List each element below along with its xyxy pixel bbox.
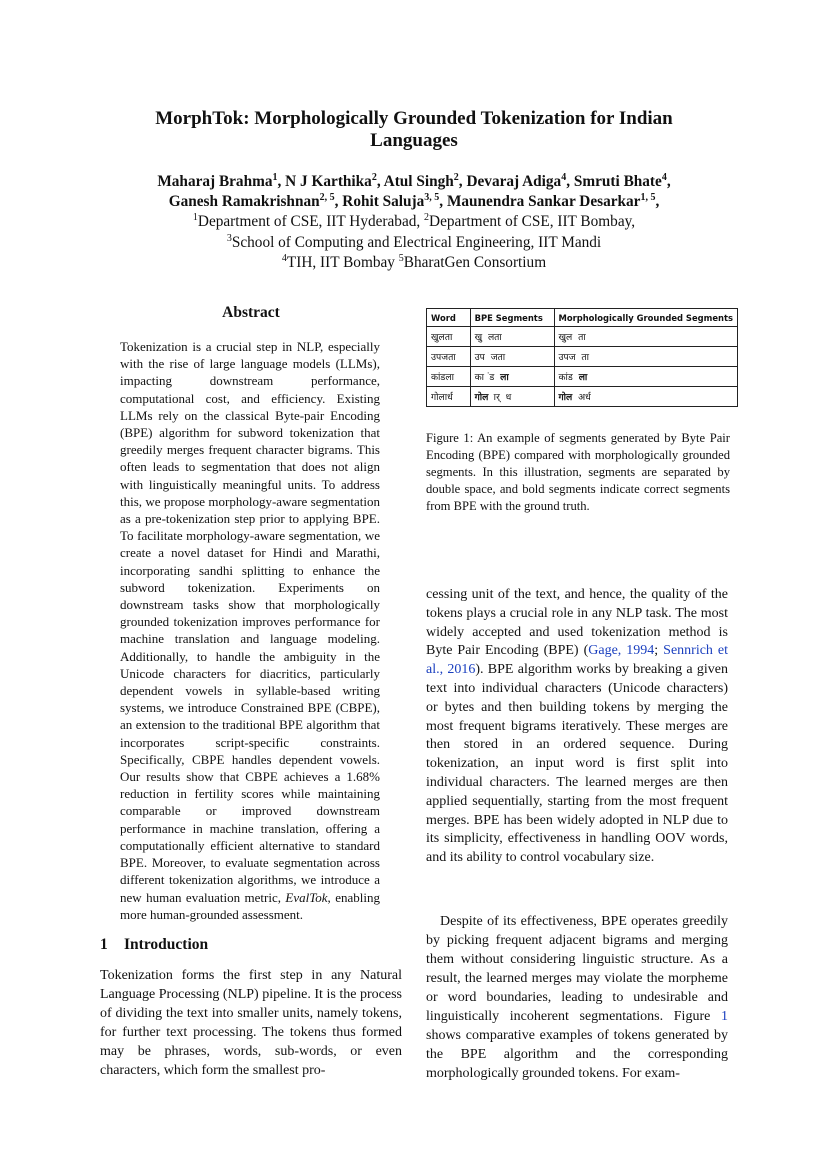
word-cell: खुलता [427,327,471,347]
author-name: Atul Singh [383,173,454,190]
segment: ता [578,332,586,343]
affiliation-marker: 2 [424,211,430,223]
intro-right-column-top [426,586,728,868]
intro-paragraph [426,912,728,1083]
segment: का [474,372,485,383]
bpe-segments-cell [470,347,554,367]
body-text: Despite of its effectiveness, BPE operates greedily by picking frequent adjacent bigrams and merging them without considering linguistic structure. As a result, the learned merges may violate the morpheme or word boundaries, leading to undesirable and linguistically incoherent segmentations. Figure [426,914,728,1024]
author-separator: , [566,173,574,190]
author-affiliation-marker: 4 [561,171,567,183]
bpe-segments-cell [470,387,554,407]
segment: ला [578,372,588,383]
intro-right-column-bottom [426,912,728,1083]
segment: ार् [496,392,500,403]
affiliation-marker: 5 [398,252,404,264]
segment: जता [490,352,506,363]
section-title: Introduction [124,936,209,953]
morph-segments-cell [554,387,738,407]
author-name: Ganesh Ramakrishnan [168,193,320,210]
affiliation-marker: 4 [281,252,287,264]
body-text: shows comparative examples of tokens generated by the BPE algorithm and the corresponding morphologically grounded tokens. For exam- [426,1028,728,1081]
figure-1-table [426,308,738,407]
author-separator: , [458,173,467,190]
bpe-segments-cell [470,327,554,347]
author-affiliation-marker: 3, 5 [424,191,440,203]
author-affiliation-marker: 2 [453,171,459,183]
author-separator: , [666,173,671,190]
citation-link[interactable]: Sennrich et al., 2016 [426,643,729,678]
author-separator: , [376,173,384,190]
affiliation-text: TIH, IIT Bombay [286,254,399,271]
word-cell: उपजता [427,347,471,367]
author-affiliation-marker: 2 [371,171,377,183]
affiliation-line-3 [90,253,738,274]
author-name: Maharaj Brahma [157,173,273,190]
author-separator: , [655,193,660,210]
metric-name: EvalTok [285,889,328,905]
paper-title: MorphTok: Morphologically Grounded Tokenization for Indian Languages [155,108,673,151]
word-cell: कांडला [427,367,471,387]
author-name: Rohit Saluja [342,193,425,210]
affiliation-line-1 [90,212,738,233]
table-row [427,387,738,407]
author-name: Smruti Bhate [573,173,662,190]
segment: ता [581,352,590,363]
segment: उपज [558,352,576,363]
segment: उप [474,352,485,363]
segment: गोल [558,392,573,403]
author-affiliation-marker: 1, 5 [640,191,656,203]
table-header: BPE Segments [470,309,554,327]
affiliation-marker: 3 [226,232,232,244]
figure-ref-link[interactable]: 1 [721,1009,728,1024]
bpe-segments-cell [470,367,554,387]
body-text: ). BPE algorithm works by breaking a given text into individual characters (Unicode characters) or bytes and then building tokens by merging the most frequent bigrams iteratively. These merges are then stored in an ordered sequence. During tokenization, an input word is first split into individual characters. The learned merges are then applied sequentially, starting from the most frequent merges. BPE has been widely adopted in NLP due to its simplicity, effectiveness in handling OOV words, and its ability to control vocabulary size. [426,662,728,866]
word-cell: गोलार्ध [427,387,471,407]
affiliation-marker: 1 [192,211,198,223]
segment: गोल [474,392,489,403]
abstract-paragraph [120,338,380,923]
segment: खुल [558,332,573,343]
table-row [427,367,738,387]
author-name: Devaraj Adiga [466,173,562,190]
intro-paragraph [426,586,728,868]
author-list [90,172,738,212]
affiliation-text: School of Computing and Electrical Engineering, IIT Mandi [231,233,602,251]
author-separator: , [439,193,447,210]
affiliations [90,212,738,274]
affiliation-text: Department of CSE, IIT Bombay, [429,213,636,230]
segment: कांड [558,372,573,383]
author-separator: , [334,193,343,210]
author-affiliation-marker: 2, 5 [319,191,335,203]
segment: ध [505,392,512,403]
abstract-text: Tokenization is a crucial step in NLP, especially with the rise of large language models (LLMs), impacting downstream performance, computational cost, and efficiency. Existing LLMs rely on the classical Byte-pair Encoding (BPE) algorithm for subword tokenization that greedily merges frequent character bigrams. This often leads to segmentation that does not align with linguistically meaningful units. To address this, we propose morphology-aware segmentation as a pre-tokenization step prior to applying BPE. To facilitate morphology-aware segmentation, we create a novel dataset for Hindi and Marathi, incorporating sandhi splitting to enhance the subword tokenization. Experiments on downstream tasks show that morphologically grounded tokenization improves performance for machine translation and language modeling. Additionally, to handle the ambiguity in the Unicode characters for diacritics, particularly dependent vowels in syllable-based writing systems, we introduce Constrained BPE (CBPE), an extension to the traditional BPE algorithm that incorporates script-specific constraints. Specifically, CBPE handles dependent vowels. Our results show that CBPE achieves a 1.68% reduction in fertility scores while maintaining comparable or improved downstream performance in machine translation, offering a computationally efficient alternative to standard BPE. Moreover, to evaluate segmentation across different tokenization algorithms, we introduce a new human evaluation metric, [120,339,380,905]
segment: अर्ध [578,392,591,403]
table-header: Morphologically Grounded Segments [554,309,738,327]
abstract-body [120,338,380,923]
author-affiliation-marker: 1 [272,171,278,183]
body-text: ; [654,643,664,659]
abstract-heading: Abstract [222,304,280,321]
intro-left-column [100,966,402,1080]
segment: ला [500,372,509,383]
morph-segments-cell [554,347,738,367]
table-row [427,347,738,367]
caption-text: Figure 1: An example of segments generated by Byte Pair Encoding (BPE) compared with morphologically grounded segments. In this illustration, segments are separated by double space, and bold segments indicate correct segments from BPE with the ground truth. [426,431,730,513]
author-name: N J Karthika [285,173,372,190]
section-number: 1 [100,936,108,953]
affiliation-line-2 [90,233,738,254]
citation-link[interactable]: Gage, 1994 [588,643,655,659]
table-row [427,327,738,347]
abstract-text: , enabling more human-grounded assessment. [120,889,381,922]
segment: ंड [489,372,495,383]
affiliation-text: BharatGen Consortium [403,254,547,271]
section-heading [100,936,208,954]
segment: खु [474,332,483,343]
table-header-row [427,309,738,327]
segment: लता [487,332,502,343]
intro-paragraph: Tokenization forms the first step in any Natural Language Processing (NLP) pipeline. It is the process of dividing the text into smaller units, namely tokens, for further text processing. The tokens thus formed may be phrases, words, sub-words, or even characters, which form the smallest pro- [100,968,402,1078]
table-header: Word [427,309,471,327]
affiliation-text: Department of CSE, IIT Hyderabad, [197,213,425,230]
figure-1-caption [426,430,730,515]
author-affiliation-marker: 4 [661,171,667,183]
author-separator: , [277,173,286,190]
author-name: Maunendra Sankar Desarkar [446,193,641,210]
morph-segments-cell [554,367,738,387]
morph-segments-cell [554,327,738,347]
body-text: cessing unit of the text, and hence, the quality of the tokens plays a crucial role in any NLP task. The most widely accepted and used tokenization method is Byte Pair Encoding (BPE) ( [426,587,728,659]
